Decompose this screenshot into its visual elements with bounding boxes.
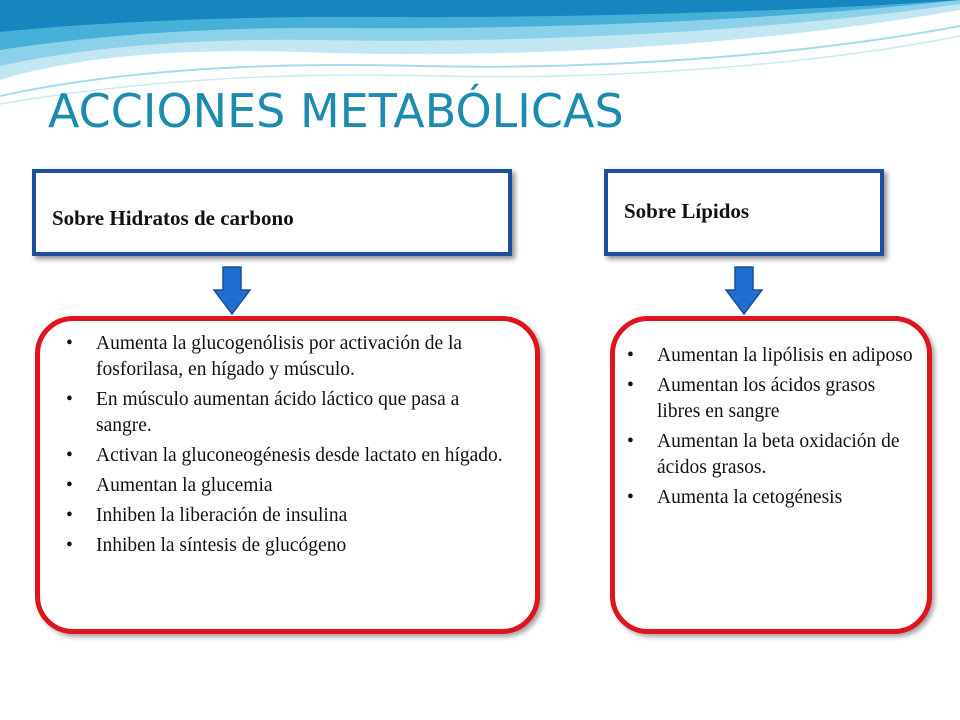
header-lipidos-box [604, 169, 884, 256]
list-item: • Inhiben la síntesis de glucógeno [62, 533, 515, 559]
header-lipidos-label: Sobre Lípidos [624, 199, 750, 223]
list-item: • Aumentan la beta oxidación de ácidos grasos. [623, 429, 917, 481]
header-hidratos-label: Sobre Hidratos de carbono [52, 206, 294, 230]
header-hidratos-box [32, 169, 512, 256]
arrow-down-icon [724, 266, 764, 316]
arrow-down-icon [212, 266, 252, 316]
hidratos-effects-list [62, 331, 515, 559]
list-item: • En músculo aumentan ácido láctico que pasa a sangre. [62, 387, 515, 439]
list-item: • Aumenta la glucogenólisis por activación de la fosforilasa, en hígado y músculo. [62, 331, 515, 383]
list-item: • Aumentan la glucemia [62, 473, 515, 499]
list-item: • Aumentan los ácidos grasos libres en sangre [623, 373, 917, 425]
list-item: • Activan la gluconeogénesis desde lactato en hígado. [62, 443, 515, 469]
lipidos-effects-box [610, 316, 932, 634]
hidratos-effects-box [35, 316, 540, 634]
slide-title: ACCIONES METABÓLICAS [48, 84, 624, 138]
list-item: • Aumentan la lipólisis en adiposo [623, 343, 917, 369]
list-item: • Aumenta la cetogénesis [623, 485, 917, 511]
list-item: • Inhiben la liberación de insulina [62, 503, 515, 529]
lipidos-effects-list [623, 343, 917, 511]
